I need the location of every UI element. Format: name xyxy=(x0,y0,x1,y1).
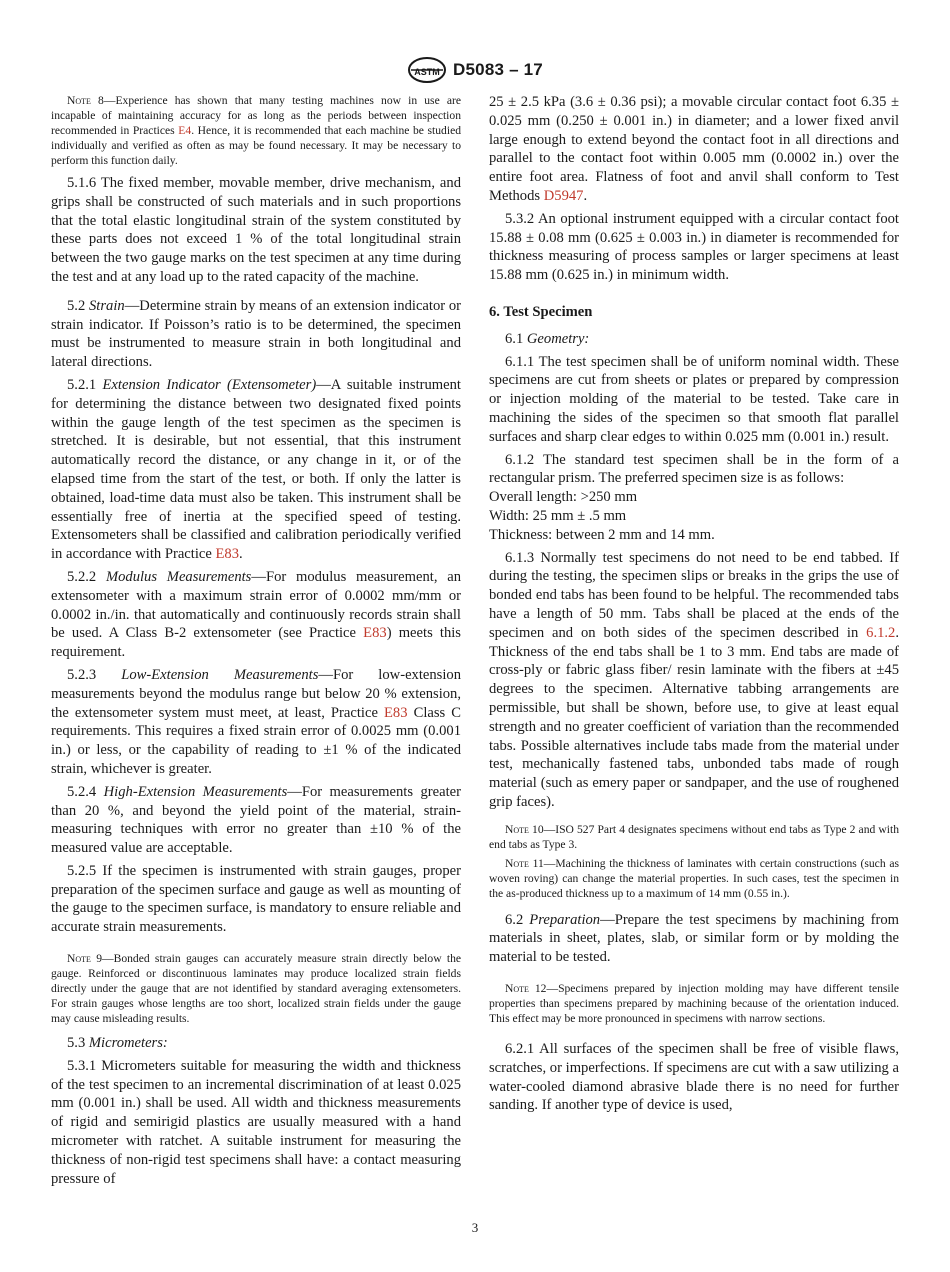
size-thickness: Thickness: between 2 mm and 14 mm. xyxy=(489,526,715,543)
note-label: Note 12 xyxy=(505,982,547,996)
para-5-2-2 xyxy=(51,568,461,662)
note-8 xyxy=(51,93,461,168)
document-id: D5083 – 17 xyxy=(453,60,543,79)
para-5-3-1-continued xyxy=(489,93,899,206)
link-e83[interactable]: E83 xyxy=(215,546,240,563)
note-11 xyxy=(489,856,899,901)
note-label: Note 9 xyxy=(67,952,102,966)
section-number: 5.2.2 xyxy=(67,568,106,585)
section-text: —For measurements greater than 20 %, and beyond the yield point of the material, strain-measuring techniques with error no greater than ±10 % of the measured value are acceptable. xyxy=(51,783,461,857)
note-label: Note 8 xyxy=(67,94,104,107)
svg-text:ASTM: ASTM xyxy=(414,67,440,77)
section-title: Strain xyxy=(89,297,125,314)
section-text: . xyxy=(583,187,588,204)
section-title: Low-Extension Measurements xyxy=(121,666,319,683)
para-6-1-2: 6.1.2 The standard test specimen shall be in the form of a rectangular prism. The preferred specimen size is as follows: xyxy=(489,451,899,487)
link-6-1-2[interactable]: 6.1.2 xyxy=(866,624,896,641)
para-5-2-4 xyxy=(51,783,461,858)
section-text: —Prepare the test specimens by machining from materials in sheet, plates, slab, or similar form or by molding the material to be tested. xyxy=(489,911,900,966)
para-5-2-3 xyxy=(51,666,461,779)
section-text: . xyxy=(239,546,243,563)
section-title: Geometry: xyxy=(526,330,590,347)
section-title: Extension Indicator (Extensometer) xyxy=(102,376,317,393)
link-e83[interactable]: E83 xyxy=(363,625,387,642)
section-text: —For modulus measurement, an extensometer with a maximum strain error of 0.0002 mm/mm or 0.0002 in./in. that automatically and continuously records strain shall be used. A Class B-2 extensometer (see Practice xyxy=(51,568,461,642)
note-text: —Bonded strain gauges can accurately measure strain directly below the gauge. Reinforced or discontinuous laminates may produce localized strain fields directly under the gauge that are not identified by standard averaging extensometers. For strain gauges whose lengths are too short, localized strain fields under the gauge may cause misleading results. xyxy=(51,952,462,1026)
section-heading-6: 6. Test Specimen xyxy=(489,303,593,320)
page-number: 3 xyxy=(471,1220,479,1235)
note-10 xyxy=(489,822,899,852)
note-12 xyxy=(489,981,899,1026)
section-title: Micrometers: xyxy=(88,1035,168,1052)
link-e83[interactable]: E83 xyxy=(384,704,408,721)
section-number: 5.2.1 xyxy=(67,376,103,393)
right-column xyxy=(489,93,899,1115)
section-title: High-Extension Measurements xyxy=(103,783,288,800)
para-5-3-2: 5.3.2 An optional instrument equipped with a circular contact foot 15.88 ± 0.08 mm (0.625 ± 0.003 in.) in diameter is recommended for thickness measuring of process samples or larger specimens at least 15.88 mm (0.625 in.) in minimum width. xyxy=(489,210,899,284)
section-text: —A suitable instrument for determining the distance between two designated fixed points within the gauge length of the test specimen as the specimen is stretched. It is desirable, but not essential, that this instrument automatically record the distance, or any change in it, or of the elapsed time from the start of the test, or both. If only the latter is obtained, load-time data must also be taken. This instrument shall be essentially free of inertia at the specified speed of testing. Extensometers shall be classified and calibration periodically verified in accordance with Practice xyxy=(51,376,461,563)
para-5-2 xyxy=(51,297,461,372)
section-title: Preparation xyxy=(529,911,601,928)
para-6-1-3 xyxy=(489,549,899,812)
para-5-2-5: 5.2.5 If the specimen is instrumented with strain gauges, proper preparation of the specimen surface and gauge as well as mounting of the gauge to the specimen surface, is mandatory to ensure reliable and accurate strain measurements. xyxy=(51,862,461,936)
section-text: —Determine strain by means of an extension indicator or strain indicator. If Poisson’s ratio is to be determined, the specimen must be instrumented to measure strain in both longitudinal and lateral directions. xyxy=(51,297,462,371)
para-5-3 xyxy=(51,1034,461,1053)
section-text: ) meets this requirement. xyxy=(51,625,461,661)
section-number: 5.2.3 xyxy=(67,666,122,683)
note-text: —Specimens prepared by injection molding may have different tensile properties than specimens prepared by machining because of the orientation induced. This effect may be more pronounced in specimens with narrow sections. xyxy=(489,982,899,1026)
link-e4[interactable]: E4 xyxy=(178,124,192,137)
left-column xyxy=(51,93,461,1188)
para-5-1-6: 5.1.6 The fixed member, movable member, drive mechanism, and grips shall be constructed of such materials and in such proportions that the total elastic longitudinal strain of the system constituted by these parts does not exceed 1 % of the total longitudinal strain between the two gauge marks on the test specimen at any time during the test and at any load up to the rated capacity of the machine. xyxy=(51,175,461,285)
para-6-1-1: 6.1.1 The test specimen shall be of uniform nominal width. These specimens are cut from sheets or plates or prepared by compression or injection molding of the material to be tested. Take care in machining the sides of the specimen so that smooth flat parallel surfaces and sharp clear edges to within 0.025 mm (0.001 in.) result. xyxy=(489,353,899,445)
section-number: 6.2 xyxy=(505,911,530,928)
section-number: 5.2 xyxy=(67,297,89,314)
section-number: 5.3 xyxy=(67,1035,89,1052)
section-number: 5.2.4 xyxy=(67,783,104,800)
page-header xyxy=(0,56,950,84)
para-6-1 xyxy=(489,330,899,349)
note-label: Note 11 xyxy=(505,856,544,870)
para-6-2 xyxy=(489,911,899,967)
section-text: 25 ± 2.5 kPa (3.6 ± 0.36 psi); a movable circular contact foot 6.35 ± 0.025 mm (0.250 ± 0.001 in.) in diameter; and a lower fixed anvil large enough to extend beyond the contact foot in all directions and parallel to the contact foot within 0.005 mm (0.0002 in.) over the entire foot area. Flatness of foot and anvil shall conform to Test Methods xyxy=(489,94,899,204)
para-5-2-1 xyxy=(51,376,461,564)
section-title: Modulus Measurements xyxy=(105,568,252,585)
note-text: —Machining the thickness of laminates with certain constructions (such as woven roving) can change the material properties. In such cases, test the specimen in the as-produced thickness up to a maximum of 14 mm (0.55 in.). xyxy=(489,856,899,900)
note-text: —Experience has shown that many testing machines now in use are incapable of maintaining accuracy for as long as the periods between inspection recommended in Practices xyxy=(51,94,461,137)
note-9 xyxy=(51,951,461,1026)
size-length: Overall length: >250 mm xyxy=(489,489,638,506)
astm-logo-icon xyxy=(407,56,447,84)
link-d5947[interactable]: D5947 xyxy=(543,187,584,204)
section-text: —For low-extension measurements beyond the modulus range but below 20 % extension, the extensometer system must meet, at least, Practice xyxy=(51,666,461,721)
para-5-3-1: 5.3.1 Micrometers suitable for measuring the width and thickness of the test specimen to an incremental discrimination of at least 0.025 mm (0.001 in.) shall be used. All width and thickness measurements of rigid and semirigid plastics are usually measured with a hand micrometer with ratchet. A suitable instrument for measuring the thickness of non-rigid test specimens shall have: a contact measuring pressure of xyxy=(51,1057,461,1187)
section-number: 6.1 xyxy=(505,330,527,347)
para-6-2-1: 6.2.1 All surfaces of the specimen shall be free of visible flaws, scratches, or imperfections. If specimens are cut with a saw utilizing a water-cooled diamond abrasive blade there is no need for further sanding. If another type of device is used, xyxy=(489,1041,899,1114)
note-label: Note 10 xyxy=(505,822,544,836)
section-text: 6.1.3 Normally test specimens do not need to be end tabbed. If during the testing, the specimen slips or breaks in the grips the use of bonded end tabs has been found to be helpful. The recommended tabs have a length of 50 mm. Tabs shall be placed at the ends of the specimen and on both sides of the specimen described in xyxy=(489,549,899,641)
section-text: . Thickness of the end tabs shall be 1 to 3 mm. End tabs are made of cross-ply or fabric glass fiber/ resin laminate with the fibers at ±45 degrees to the specimen. Alternative tabbing arrangements are permissible, but shall be shown, before use, to give at least equal strength and no greater coefficient of variation than the recommended tabs. Possible alternatives include tabs made from the material under test, mechanically fastened tabs, unbonded tabs made of rough material (such as emery paper or sandpaper, and the use of roughened grip faces). xyxy=(489,624,899,810)
note-text: —ISO 527 Part 4 designates specimens without end tabs as Type 2 and with end tabs as Type 3. xyxy=(489,822,900,851)
note-text: . Hence, it is recommended that each machine be studied individually and verified as often as may be found necessary. It may be necessary to perform this function daily. xyxy=(51,124,462,167)
section-text: Class C requirements. This requires a fixed strain error of 0.0025 mm (0.001 in.) or less, or the capability of reading to ±1 % of the indicated strain, whichever is greater. xyxy=(51,704,462,777)
size-width: Width: 25 mm ± .5 mm xyxy=(489,507,627,524)
